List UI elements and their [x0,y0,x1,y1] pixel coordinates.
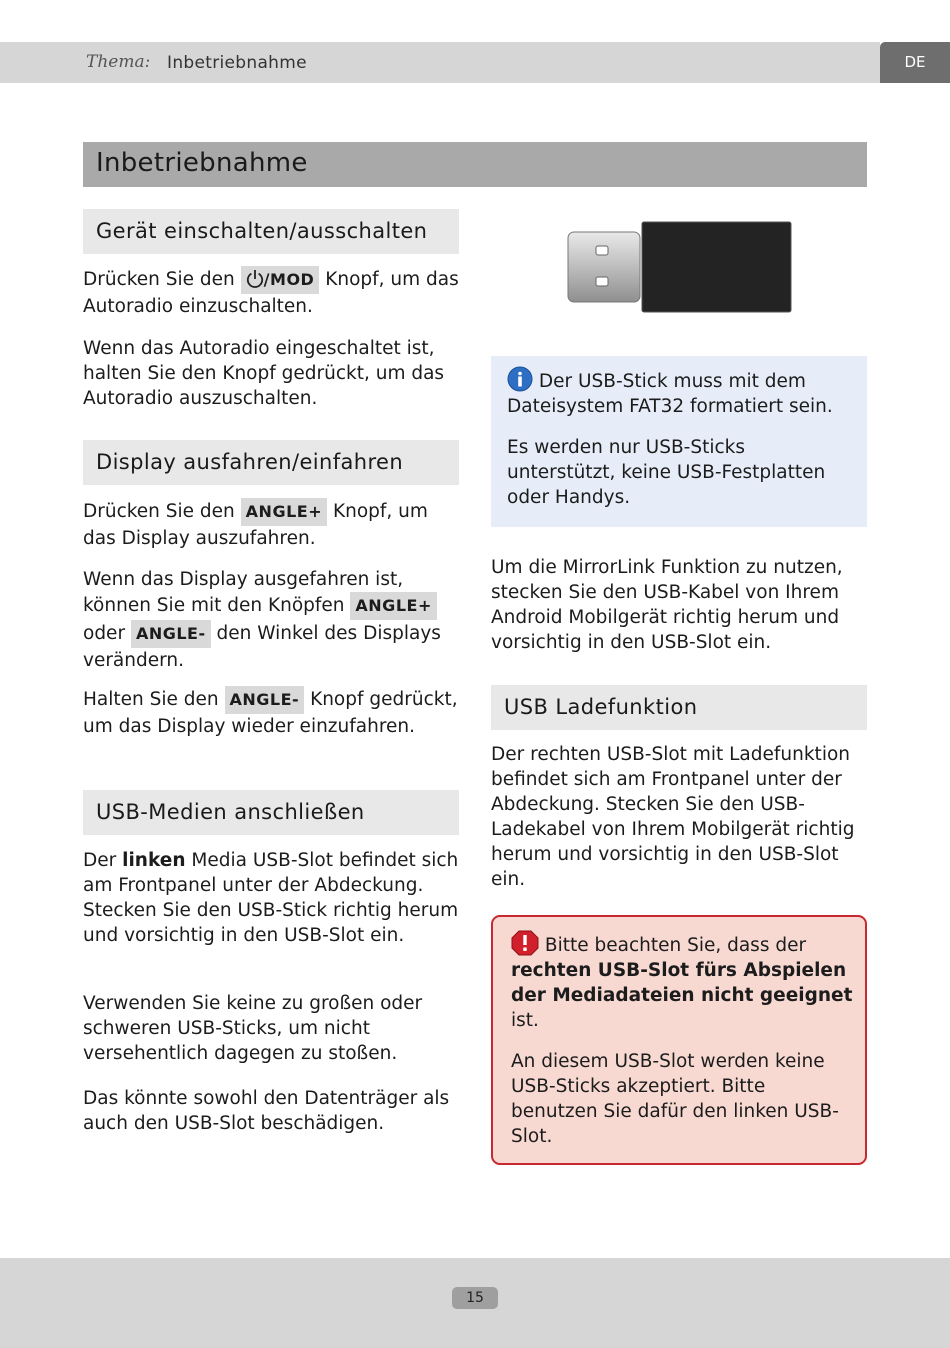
section-heading-usb-media [83,790,459,835]
info-box [491,356,867,527]
display-paragraph-2 [83,567,459,673]
angle-plus-key: ANGLE+ [350,592,436,620]
section-heading-power [83,209,459,254]
header-topic: Inbetriebnahme [167,53,307,73]
section-heading-display-text: Display ausfahren/einfahren [96,450,404,474]
text-fragment: Knopf, um das Autoradio einzuschalten. [83,269,459,317]
language-tab: DE [880,42,950,83]
bold-text: rechten USB-Slot fürs Abspielen der Mediadateien nicht geeignet [511,960,853,1006]
section-heading-power-text: Gerät einschalten/ausschalten [96,219,428,243]
info-paragraph-2: Es werden nur USB-Sticks unterstützt, keine USB-Festplatten oder Handys. [507,437,826,508]
mod-key-text: /MOD [263,270,315,289]
text-fragment: den Winkel des Displays verändern. [83,623,441,671]
section-heading-usb-charge-text: USB Ladefunktion [504,695,698,719]
display-paragraph-3 [83,686,459,739]
section-heading-display [83,440,459,485]
text-fragment: Der [83,850,123,871]
usb-stick-illustration [565,220,795,316]
page-title-bar [83,142,867,187]
usb-media-paragraph-2: Verwenden Sie keine zu großen oder schweren USB-Sticks, um nicht versehentlich dagegen zu stoßen. [83,993,423,1064]
angle-plus-key: ANGLE+ [241,498,327,526]
usb-charge-paragraph: Der rechten USB-Slot mit Ladefunktion befindet sich am Frontpanel unter der Abdeckung. Stecken Sie den USB-Ladekabel von Ihrem Mobilgerät richtig herum und vorsichtig in den USB-Slot ein. [491,744,855,890]
header-label: Thema: [86,52,151,72]
text-fragment: oder [83,623,131,644]
mirrorlink-paragraph: Um die MirrorLink Funktion zu nutzen, stecken Sie den USB-Kabel von Ihrem Android Mobilgerät richtig herum und vorsichtig in den USB-Slot ein. [491,557,843,653]
section-heading-usb-media-text: USB-Medien anschließen [96,800,365,824]
page-title: Inbetriebnahme [96,148,308,178]
text-fragment: Der USB-Stick muss mit dem Dateisystem FAT32 formatiert sein. [507,371,833,417]
bold-text: linken [122,850,186,871]
text-fragment: ist. [511,1010,539,1031]
text-fragment: Knopf gedrückt, um das Display wieder einzufahren. [83,689,458,737]
text-fragment: Wenn das Display ausgefahren ist, können Sie mit den Knöpfen [83,569,404,616]
power-paragraph-1 [83,266,459,319]
text-fragment: Knopf, um das Display auszufahren. [83,501,428,549]
section-heading-usb-charge [491,685,867,730]
warning-box [491,915,867,1165]
warning-paragraph-2: An diesem USB-Slot werden keine USB-Sticks akzeptiert. Bitte benutzen Sie dafür den linken USB-Slot. [511,1051,839,1147]
page-number: 15 [452,1287,498,1309]
text-fragment: Drücken Sie den [83,501,241,522]
power-icon [246,269,264,289]
text-fragment: Bitte beachten Sie, dass der [539,935,807,956]
text-fragment: Drücken Sie den [83,269,241,290]
angle-minus-key: ANGLE- [131,620,211,648]
usb-media-paragraph-1 [83,848,459,948]
power-paragraph-2: Wenn das Autoradio eingeschaltet ist, halten Sie den Knopf gedrückt, um das Autoradio auszuschalten. [83,338,445,409]
header-bar [0,42,880,83]
mod-key-label [241,266,320,294]
usb-media-paragraph-3: Das könnte sowohl den Datenträger als auch den USB-Slot beschädigen. [83,1088,450,1134]
display-paragraph-1 [83,498,459,551]
info-icon [507,366,533,392]
text-fragment: Halten Sie den [83,689,225,710]
warning-icon [511,930,539,956]
angle-minus-key: ANGLE- [225,686,305,714]
warning-paragraph-1 [511,930,856,1033]
text-fragment: Media USB-Slot befindet sich am Frontpanel unter der Abdeckung. Stecken Sie den USB-Stick richtig herum und vorsichtig in den USB-Slot ein. [83,850,459,946]
info-paragraph-1 [507,366,852,419]
